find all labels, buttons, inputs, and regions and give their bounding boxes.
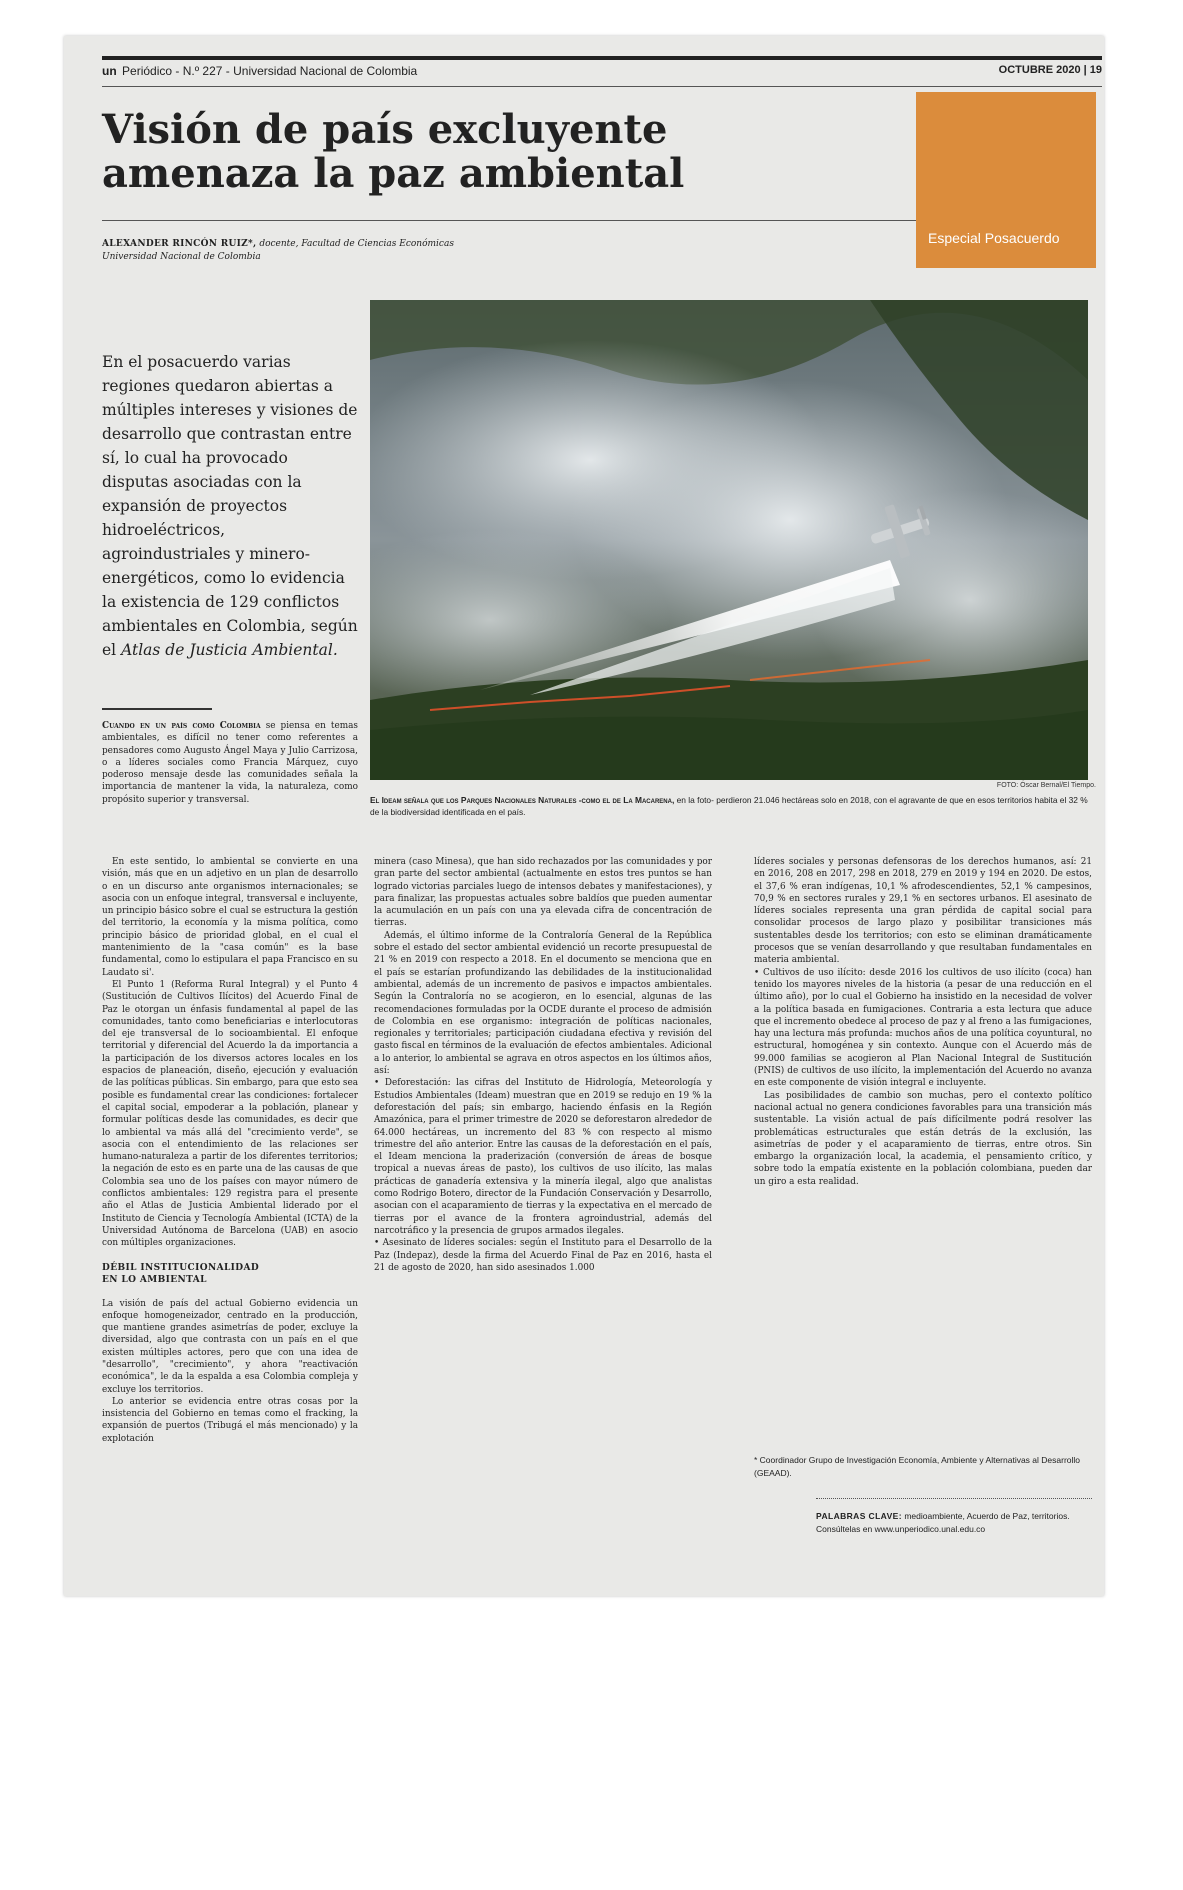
paragraph-3: El Punto 1 (Reforma Rural Integral) y el Punto 4 (Sustitución de Cultivos Ilícitos) del Acuerdo Final de Paz le otorgan un énfasis fundamental al papel de las comunidades, tanto como beneficiarias e interlocutoras del eje transversal de lo socioambiental. El enfoque territorial y diferencial del Acuerdo la da importancia a la participación de los diversos actores locales en los espacios de planeación, diseño, ejecución y evaluación de las políticas públicas. Sin embargo, para que esto sea posible es fundamental crear las condiciones: fortalecer el capital social, empoderar a la población, planear y formular políticas desde las comunidades, es decir que lo ambiental va más allá del "crecimiento verde", se asocia con el entendimiento de las relaciones ser humano-naturaleza a partir de los diferentes territorios; la negación de esto es en parte una de las causas de que Colombia sea uno de los países con mayor número de conflictos ambientales: 129 registra para el presente año el Atlas de Justicia Ambiental liderado por el Instituto de Ciencia y Tecnología Ambiental (ICTA) de la Universidad Autónoma de Barcelona (UAB) en asocio con múltiples organizaciones. (102, 979, 358, 1249)
publication-name: Periódico - N.º 227 - Universidad Nacional de Colombia (122, 64, 418, 78)
paragraph-1-lead: Cuando en un país como Colombia (102, 721, 261, 731)
caption-bold: El Ideam señala que los Parques Nacionales Naturales -como el de La Macarena, (370, 795, 675, 805)
byline-institution: Universidad Nacional de Colombia (102, 252, 261, 262)
paragraph-2: En este sentido, lo ambiental se convierte en una visión, más que en un adjetivo en un plan de desarrollo o en un discurso ante organismos internacionales; se asocia con un enfoque integral, transversal e incluyente, un principio básico sobre el cual se estructura la gestión del territorio, la economía y la misma política, como principio básico de prioridad global, en el cual el mantenimiento de la "casa común" es la base fundamental, como lo estipulara el papa Francisco en su Laudato si'. (102, 857, 358, 978)
publication-line (102, 64, 417, 78)
paragraph-12: Las posibilidades de cambio son muchas, pero el contexto político nacional actual no genera condiciones favorables para una transición más sustentable. La visión actual de país difícilmente podrá resolver las problemáticas estructurales que están detrás de la exclusión, las asimetrías de poder y el acaparamiento de tierras, entre otros. Sin embargo la organización local, la academia, el pensamiento crítico, y sobre todo la empatía existente en la población colombiana, pueden dar un giro a esta realidad. (754, 1090, 1092, 1187)
byline-role: docente, Facultad de Ciencias Económicas (259, 239, 454, 249)
photo-credit: FOTO: Óscar Bernal/El Tiempo. (996, 782, 1096, 789)
paragraph-4: La visión de país del actual Gobierno evidencia un enfoque homogeneizador, centrado en la producción, que mantiene grandes asimetrías de poder, excluye la diversidad, algo que contrasta con un país en el que existen múltiples actores, pero que con una idea de "desarrollo", "crecimiento", y ahora "reactivación económica", le da la espalda a esa Colombia compleja y excluye los territorios. (102, 1298, 358, 1395)
lead-text: En el posacuerdo varias regiones quedaron abiertas a múltiples intereses y visiones de desarrollo que contrastan entre sí, lo cual ha provocado disputas asociadas con la expansión de proyectos hidroeléctricos, agroindustriales y minero-energéticos, como lo evidencia la existencia de 129 conflictos ambientales en Colombia, según el (102, 353, 358, 659)
column-3 (754, 856, 1092, 1188)
aerial-firefighting-plane-image (370, 300, 1088, 780)
column-2 (374, 856, 712, 1274)
column-1 (102, 856, 358, 1445)
article-photo (370, 300, 1088, 780)
page-header (102, 56, 1102, 87)
byline (102, 238, 702, 264)
subheading: DÉBIL INSTITUCIONALIDAD EN LO AMBIENTAL (102, 1262, 260, 1285)
caption-text: en la foto- perdieron 21.046 hectáreas solo en 2018, con el agravante de que en esos territorios habita el 32 % de la biodiversidad identificada en el país. (370, 795, 1088, 817)
keywords-label: PALABRAS CLAVE: (816, 1511, 902, 1521)
lead-italic: Atlas de Justicia Ambiental. (121, 641, 338, 659)
article-title: Visión de país excluyente amenaza la paz ambiental (102, 106, 685, 197)
photo-caption (370, 794, 1088, 818)
lead-divider (102, 708, 212, 710)
paragraph-6: minera (caso Minesa), que han sido rechazados por las comunidades y por gran parte del sector ambiental (actualmente en estos tres puntos se han logrado victorias parciales luego de intensos debates y manifestaciones), y para finalizar, las propuestas actuales sobre baldíos que pueden aumentar la acumulación en un país con una ya elevada cifra de concentración de tierras. (374, 857, 712, 929)
section-tag: Especial Posacuerdo (928, 230, 1060, 246)
keywords-divider (816, 1498, 1092, 1500)
byline-author: ALEXANDER RINCÓN RUIZ*, (102, 239, 257, 249)
column-1-top (102, 720, 358, 806)
un-logo: un (102, 64, 117, 78)
paragraph-11: • Cultivos de uso ilícito: desde 2016 los cultivos de uso ilícito (coca) han tenido los mayores niveles de la historia (a pesar de una reducción en el último año), por lo cual el Gobierno ha insistido en la necesidad de volver a la política basada en fumigaciones. Contraria a esta lectura que aduce que el incremento obedece al proceso de paz y al freno a las fumigaciones, hay una lectura más profunda: muchos años de una política coyuntural, no estructural, homogénea y sin contexto. Aunque con el Acuerdo más de 99.000 familias se acogieron al Plan Nacional Integral de Sustitución (PNIS) de cultivos de uso ilícito, la implementación del Acuerdo no avanza en este componente de visión integral e incluyente. (754, 967, 1092, 1089)
paragraph-10: líderes sociales y personas defensoras de los derechos humanos, así: 21 en 2016, 208 en 2017, 298 en 2018, 279 en 2019 y 194 en 2020. De estos, el 37,6 % eran indígenas, 10,1 % afrodescendientes, 52,1 % campesinos, 70,9 % en sectores rurales y 29,1 % en sectores urbanos. El asesinato de líderes sociales representa una gran pérdida de capital social para consolidar procesos de largo plazo y posibilitar transiciones más sustentables desde los territorios; con esto se eliminan dramáticamente procesos que se venían desarrollando y que resultaban fundamentales en materia ambiental. (754, 857, 1092, 966)
section-tag-box (916, 92, 1096, 268)
lead-paragraph (102, 350, 358, 662)
paragraph-9: • Asesinato de líderes sociales: según el Instituto para el Desarrollo de la Paz (Indepaz), desde la firma del Acuerdo Final de Paz en 2016, hasta el 21 de agosto de 2020, han sido asesinados 1.000 (374, 1238, 712, 1273)
paragraph-1-text: se piensa en temas ambientales, es difícil no tener como referentes a pensadores como Augusto Ángel Maya y Julio Carrizosa, o a líderes sociales como Francia Márquez, cuyo poderoso mensaje desde las comunidades señala la importancia de mantener la vida, la naturaleza, como propósito superior y transversal. (102, 721, 358, 805)
paragraph-1 (102, 720, 358, 806)
keywords-box (816, 1510, 1092, 1536)
paragraph-8: • Deforestación: las cifras del Instituto de Hidrología, Meteorología y Estudios Ambientales (Ideam) muestran que en 2019 se redujo en 19 % la deforestación del país; sin embargo, haciendo énfasis en la Región Amazónica, para el primer trimestre de 2020 se deforestaron alrededor de 64.000 hectáreas, un incremento del 83 % con respecto al mismo trimestre del año anterior. Entre las causas de la deforestación en el país, el Ideam menciona la praderización (conversión de áreas de bosque tropical a nuevas áreas de pasto), los cultivos de uso ilícito, las malas prácticas de ganadería extensiva y la minería ilegal, algo que analistas como Rodrigo Botero, director de la Fundación Conservación y Desarrollo, asocian con el acaparamiento de tierras y la expectativa en el mercado de tierras por el avance de la frontera agroindustrial, además del narcotráfico y la presencia de grupos armados ilegales. (374, 1078, 712, 1236)
paragraph-7: Además, el último informe de la Contraloría General de la República sobre el estado del sector ambiental evidenció un recorte presupuestal de 21 % en 2019 con respecto a 2018. En el documento se menciona que en el país se estarían profundizando las debilidades de la institucionalidad ambiental, además de un incremento de pasivos e impactos ambientales. Según la Contraloría no se acogieron, en lo esencial, algunas de las recomendaciones formuladas por la OCDE durante el proceso de admisión de Colombia en ese organismo: integración de políticas nacionales, regionales y territoriales; participación ciudadana efectiva y revisión del gasto fiscal en términos de la evaluación de efectos ambientales. Adicional a lo anterior, lo ambiental se agrava en otros aspectos en los últimos años, así: (374, 930, 712, 1077)
paragraph-5: Lo anterior se evidencia entre otras cosas por la insistencia del Gobierno en temas como el fracking, la expansión de puertos (Tribugá el más mencionado) y la explotación (102, 1396, 358, 1444)
newspaper-page (64, 36, 1104, 1596)
keywords-text: medioambiente, Acuerdo de Paz, territorios. Consúltelas en www.unperiodico.unal.edu.co (816, 1511, 1070, 1534)
title-divider (102, 220, 922, 221)
author-footnote: * Coordinador Grupo de Investigación Economía, Ambiente y Alternativas al Desarrollo (GEAAD). (754, 1455, 1081, 1478)
date-page-number: OCTUBRE 2020 | 19 (998, 64, 1102, 76)
